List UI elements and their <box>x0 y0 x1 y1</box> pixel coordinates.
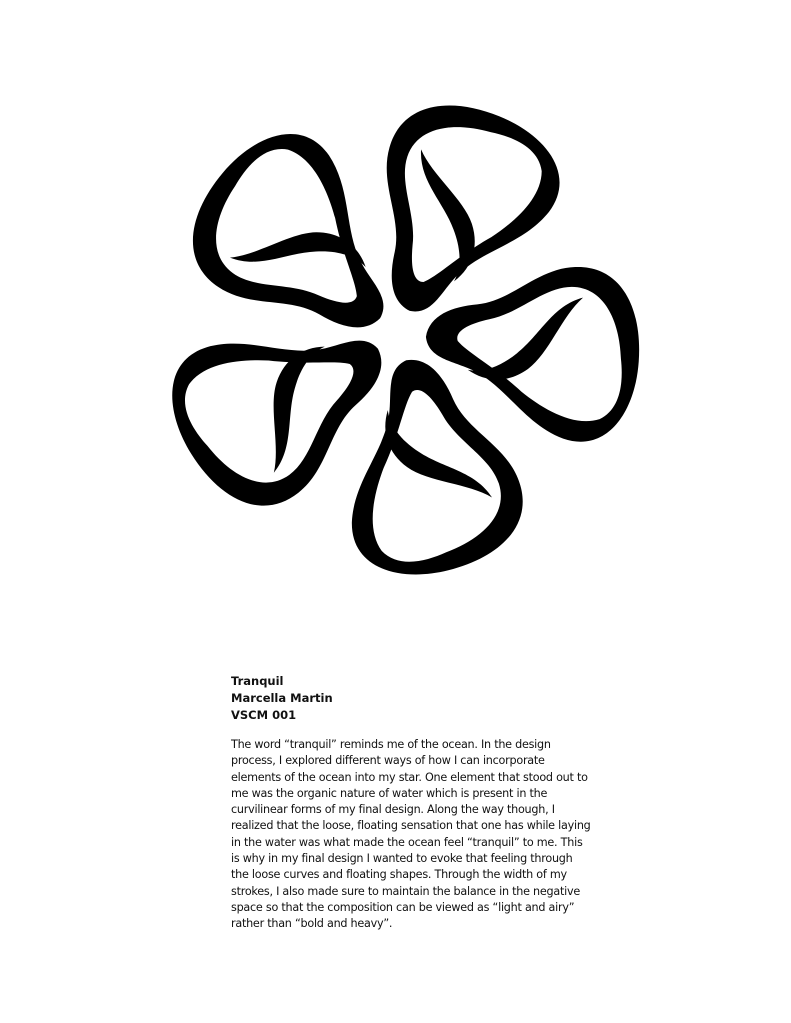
artwork-caption <box>231 673 591 933</box>
artist-statement: The word “tranquil” reminds me of the ocean. In the design process, I explored different ways of how I can incorporate elements of the ocean into my star. One element that stood out to me was the organic nature of water which is present in the curvilinear forms of my final design. Along the way though, I realized that the loose, floating sensation that one has while laying in the water was what made the ocean feel “tranquil” to me. This is why in my final design I wanted to evoke that feeling through the loose curves and floating shapes. Through the width of my strokes, I also made sure to maintain the balance in the negative space so that the composition can be viewed as “light and airy” rather than “bold and heavy”. <box>231 738 591 931</box>
course-code: VSCM 001 <box>231 708 297 722</box>
tranquil-star-artwork <box>150 85 650 585</box>
artwork-title: Tranquil <box>231 674 284 688</box>
tranquil-star-icon <box>150 85 650 585</box>
artist-name: Marcella Martin <box>231 691 333 705</box>
star-petals <box>150 85 645 585</box>
